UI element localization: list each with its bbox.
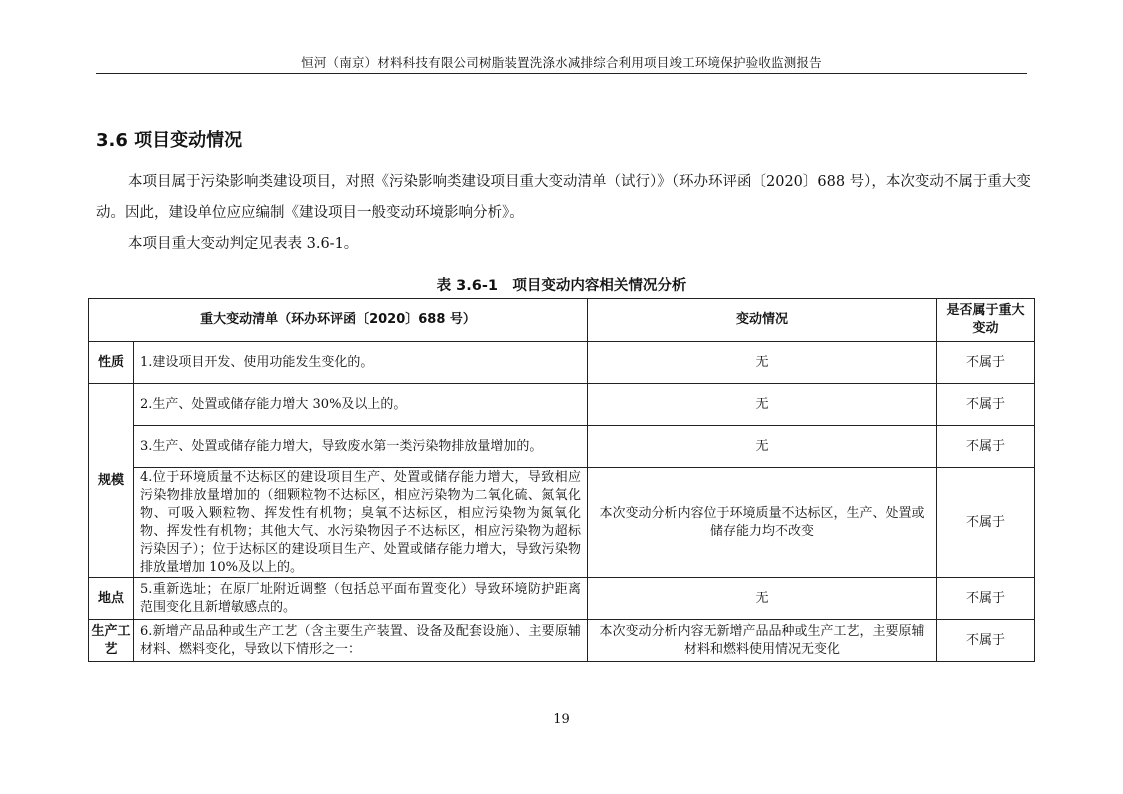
table-header-row — [89, 299, 1035, 342]
page-number: 19 — [553, 712, 570, 727]
header-change-list: 重大变动清单（环办环评函〔2020〕688 号） — [89, 299, 588, 342]
section-title: 3.6 项目变动情况 — [96, 130, 243, 151]
row-item: 6.新增产品品种或生产工艺（含主要生产装置、设备及配套设施）、主要原辅材料、燃料变化，导致以下情形之一： — [134, 620, 588, 662]
row-belongs: 不属于 — [937, 620, 1035, 662]
row-item: 1.建设项目开发、使用功能发生变化的。 — [134, 342, 588, 384]
row-item: 4.位于环境质量不达标区的建设项目生产、处置或储存能力增大，导致相应污染物排放量增加的（细颗粒物不达标区，相应污染物为二氧化硫、氮氧化物、可吸入颗粒物、挥发性有机物；臭氧不达标区，相应污染物为氮氧化物、挥发性有机物；其他大气、水污染物因子不达标区，相应污染物为超标污染因子）；位于达标区的建设项目生产、处置或储存能力增大，导致污染物排放量增加 10%及以上的。 — [134, 468, 588, 578]
table-row — [89, 426, 1035, 468]
category-nature: 性质 — [89, 342, 134, 384]
row-belongs: 不属于 — [937, 342, 1035, 384]
row-belongs: 不属于 — [937, 384, 1035, 426]
row-change: 本次变动分析内容位于环境质量不达标区，生产、处置或储存能力均不改变 — [588, 468, 937, 578]
table-row — [89, 620, 1035, 662]
table-row — [89, 384, 1035, 426]
table-row — [89, 468, 1035, 578]
table-row — [89, 342, 1035, 384]
header-change-status: 变动情况 — [588, 299, 937, 342]
row-item: 2.生产、处置或储存能力增大 30%及以上的。 — [134, 384, 588, 426]
category-location: 地点 — [89, 578, 134, 620]
row-belongs: 不属于 — [937, 578, 1035, 620]
row-change: 无 — [588, 342, 937, 384]
table-caption: 表 3.6-1 项目变动内容相关情况分析 — [436, 278, 687, 294]
row-item: 5.重新选址；在原厂址附近调整（包括总平面布置变化）导致环境防护距离范围变化且新增敏感点的。 — [134, 578, 588, 620]
category-scale: 规模 — [89, 384, 134, 578]
paragraph-2: 本项目重大变动判定见表表 3.6-1。 — [128, 236, 359, 252]
row-belongs: 不属于 — [937, 468, 1035, 578]
table-row — [89, 578, 1035, 620]
paragraph-1: 本项目属于污染影响类建设项目，对照《污染影响类建设项目重大变动清单（试行）》（环办环评函〔2020〕688 号），本次变动不属于重大变动。因此，建设单位应应编制《建设项目一般变动环境影响分析》。 — [96, 174, 1031, 221]
change-analysis-table — [88, 298, 1035, 662]
report-header-title: 恒河（南京）材料科技有限公司树脂装置洗涤水减排综合利用项目竣工环境保护验收监测报告 — [301, 55, 822, 70]
change-analysis-table-wrapper — [88, 298, 1035, 662]
row-change: 无 — [588, 578, 937, 620]
row-change: 本次变动分析内容无新增产品品种或生产工艺，主要原辅材料和燃料使用情况无变化 — [588, 620, 937, 662]
category-process: 生产工艺 — [89, 620, 134, 662]
row-change: 无 — [588, 384, 937, 426]
row-belongs: 不属于 — [937, 426, 1035, 468]
header-is-major: 是否属于重大变动 — [937, 299, 1035, 342]
row-change: 无 — [588, 426, 937, 468]
row-item: 3.生产、处置或储存能力增大，导致废水第一类污染物排放量增加的。 — [134, 426, 588, 468]
header-divider — [96, 73, 1027, 74]
